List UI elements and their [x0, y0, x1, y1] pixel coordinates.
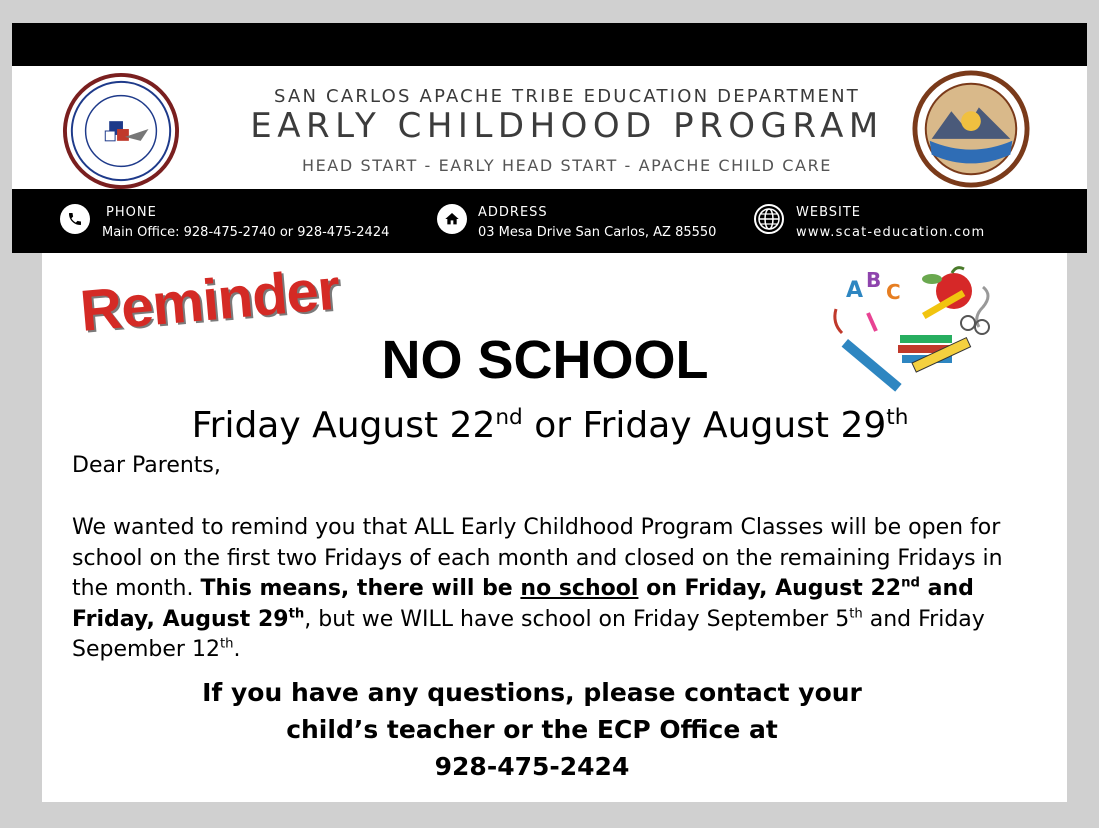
- website-value[interactable]: www.scat-education.com: [796, 225, 986, 240]
- date2-suffix: th: [886, 405, 909, 430]
- school-supplies-heart-icon: [828, 263, 1002, 395]
- letterhead: [12, 66, 1087, 189]
- phone-value: Main Office: 928-475-2740 or 928-475-2424: [102, 225, 390, 240]
- date2-text: Friday August 29: [582, 405, 887, 446]
- contact-line-2: child’s teacher or the ECP Office at: [286, 715, 778, 744]
- greeting: Dear Parents,: [72, 453, 221, 478]
- department-name: SAN CARLOS APACHE TRIBE EDUCATION DEPARTMENT: [274, 86, 860, 107]
- contact-line-1: If you have any questions, please contact your: [202, 678, 862, 707]
- body-sup-3: th: [849, 606, 863, 622]
- top-black-bar: [12, 23, 1087, 66]
- bold-text-2: on Friday, August 22: [638, 576, 902, 601]
- svg-text:A: A: [846, 278, 864, 303]
- bold-text-1: This means, there will be: [200, 576, 521, 601]
- svg-text:C: C: [886, 280, 901, 304]
- home-icon: [437, 204, 467, 234]
- date1-suffix: nd: [495, 405, 523, 430]
- body-text-1: We wanted to remind you that ALL Early Childhood Program Classes will be open for school on the first two Fridays of each month and closed on the remaining Fridays in the month.: [72, 515, 1003, 601]
- body-text-3: and Friday Sepember 12: [72, 606, 985, 662]
- contact-bar: [12, 189, 1087, 253]
- address-label: ADDRESS: [478, 205, 548, 220]
- address-value: 03 Mesa Drive San Carlos, AZ 85550: [478, 225, 717, 240]
- bold-sup-2: th: [288, 606, 305, 622]
- contact-message: [142, 674, 922, 785]
- contact-phone[interactable]: 928-475-2424: [434, 752, 630, 781]
- san-carlos-apache-tribe-seal-logo: [912, 70, 1030, 188]
- phone-icon: [60, 204, 90, 234]
- svg-text:B: B: [866, 268, 882, 292]
- date-connector: or: [522, 405, 583, 446]
- website-label: WEBSITE: [796, 205, 861, 220]
- bold-text-3: and Friday, August 29: [72, 576, 974, 632]
- program-subtitle: HEAD START - EARLY HEAD START - APACHE CHILD CARE: [301, 156, 833, 175]
- body-sup-4: th: [219, 636, 234, 652]
- reminder-heading: Reminder: [77, 256, 342, 344]
- globe-icon: [754, 204, 784, 234]
- phone-label: PHONE: [106, 205, 157, 220]
- closure-dates: [130, 404, 970, 447]
- body-text-2: , but we WILL have school on Friday September 5: [304, 606, 850, 632]
- no-school-underlined: no school: [520, 576, 639, 601]
- program-title: EARLY CHILDHOOD PROGRAM: [250, 106, 884, 146]
- bold-sup-1: nd: [901, 575, 920, 591]
- body-text-4: .: [233, 637, 241, 662]
- early-childhood-seal-logo: [62, 72, 180, 190]
- no-school-headline: NO SCHOOL: [381, 330, 709, 390]
- notice-body: [72, 513, 1032, 666]
- date1-text: Friday August 22: [191, 405, 496, 446]
